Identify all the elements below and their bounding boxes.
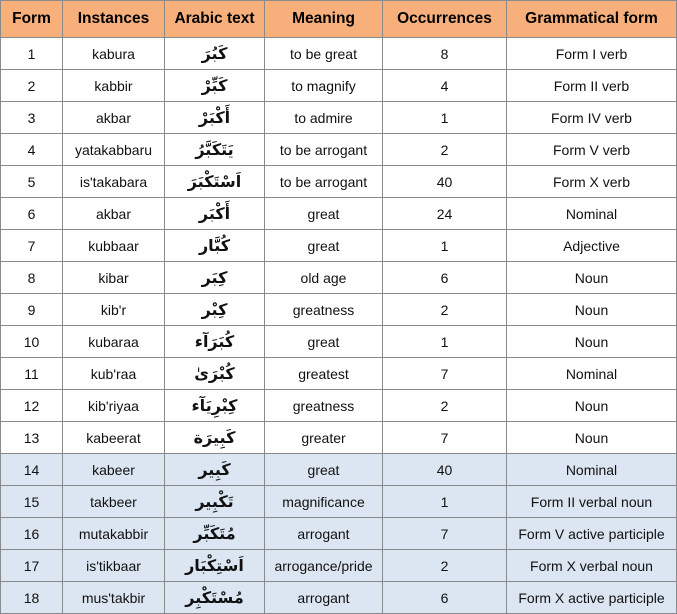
cell-grammatical-form: Form X verb [507, 166, 677, 198]
cell-meaning: to admire [265, 102, 383, 134]
cell-occurrences: 2 [383, 390, 507, 422]
cell-grammatical-form: Form X verbal noun [507, 550, 677, 582]
cell-grammatical-form: Form II verb [507, 70, 677, 102]
cell-arabic-text: كُبَّار [165, 230, 265, 262]
cell-instance: yatakabbaru [63, 134, 165, 166]
cell-arabic-text: كَبِيرَة [165, 422, 265, 454]
cell-meaning: arrogant [265, 582, 383, 614]
cell-meaning: to be arrogant [265, 166, 383, 198]
cell-meaning: great [265, 198, 383, 230]
cell-grammatical-form: Form IV verb [507, 102, 677, 134]
cell-form: 15 [1, 486, 63, 518]
cell-instance: kubbaar [63, 230, 165, 262]
cell-occurrences: 2 [383, 134, 507, 166]
cell-grammatical-form: Form X active participle [507, 582, 677, 614]
table-row [1, 294, 677, 326]
cell-form: 13 [1, 422, 63, 454]
header-grammatical-form: Grammatical form [507, 1, 677, 38]
cell-form: 18 [1, 582, 63, 614]
cell-occurrences: 1 [383, 230, 507, 262]
cell-meaning: to magnify [265, 70, 383, 102]
table-row [1, 518, 677, 550]
cell-arabic-text: تَكْبِير [165, 486, 265, 518]
table-header [1, 1, 677, 38]
cell-instance: takbeer [63, 486, 165, 518]
cell-form: 11 [1, 358, 63, 390]
cell-grammatical-form: Nominal [507, 454, 677, 486]
cell-grammatical-form: Noun [507, 294, 677, 326]
cell-form: 7 [1, 230, 63, 262]
cell-occurrences: 2 [383, 550, 507, 582]
cell-instance: is'tikbaar [63, 550, 165, 582]
table-row [1, 70, 677, 102]
cell-arabic-text: كِبْرِيَآء [165, 390, 265, 422]
cell-arabic-text: كَبِّرْ [165, 70, 265, 102]
cell-meaning: greater [265, 422, 383, 454]
cell-instance: is'takabara [63, 166, 165, 198]
cell-instance: kabeer [63, 454, 165, 486]
cell-arabic-text: كَبُرَ [165, 38, 265, 70]
cell-grammatical-form: Form II verbal noun [507, 486, 677, 518]
cell-arabic-text: مُسْتَكْبِر [165, 582, 265, 614]
header-meaning: Meaning [265, 1, 383, 38]
cell-form: 9 [1, 294, 63, 326]
table-row [1, 486, 677, 518]
cell-instance: mutakabbir [63, 518, 165, 550]
table-row [1, 38, 677, 70]
cell-arabic-text: كُبَرَآء [165, 326, 265, 358]
cell-arabic-text: كِبْر [165, 294, 265, 326]
cell-meaning: great [265, 326, 383, 358]
header-row [1, 1, 677, 38]
cell-meaning: arrogance/pride [265, 550, 383, 582]
cell-arabic-text: مُتَكَبِّر [165, 518, 265, 550]
table-row [1, 102, 677, 134]
table-row [1, 582, 677, 614]
cell-arabic-text: كِبَر [165, 262, 265, 294]
cell-form: 2 [1, 70, 63, 102]
cell-occurrences: 4 [383, 70, 507, 102]
cell-instance: kabbir [63, 70, 165, 102]
cell-meaning: arrogant [265, 518, 383, 550]
cell-occurrences: 7 [383, 422, 507, 454]
table-row [1, 134, 677, 166]
table-row [1, 550, 677, 582]
cell-arabic-text: أَكْبَر [165, 198, 265, 230]
table-row [1, 326, 677, 358]
cell-form: 16 [1, 518, 63, 550]
cell-occurrences: 1 [383, 486, 507, 518]
cell-arabic-text: أَكْبَرْ [165, 102, 265, 134]
cell-form: 4 [1, 134, 63, 166]
cell-arabic-text: اَسْتَكْبَرَ [165, 166, 265, 198]
cell-form: 3 [1, 102, 63, 134]
cell-form: 1 [1, 38, 63, 70]
cell-occurrences: 8 [383, 38, 507, 70]
cell-meaning: great [265, 454, 383, 486]
table-row [1, 198, 677, 230]
cell-occurrences: 7 [383, 518, 507, 550]
cell-occurrences: 1 [383, 326, 507, 358]
cell-occurrences: 6 [383, 262, 507, 294]
table-row [1, 358, 677, 390]
cell-grammatical-form: Noun [507, 262, 677, 294]
table-row [1, 230, 677, 262]
cell-form: 5 [1, 166, 63, 198]
header-arabic-text: Arabic text [165, 1, 265, 38]
cell-occurrences: 2 [383, 294, 507, 326]
cell-meaning: greatest [265, 358, 383, 390]
cell-arabic-text: كُبْرَىٰ [165, 358, 265, 390]
cell-instance: kubaraa [63, 326, 165, 358]
table-row [1, 454, 677, 486]
cell-instance: kib'riyaa [63, 390, 165, 422]
cell-form: 10 [1, 326, 63, 358]
cell-grammatical-form: Form V verb [507, 134, 677, 166]
cell-grammatical-form: Noun [507, 326, 677, 358]
table-row [1, 422, 677, 454]
cell-form: 6 [1, 198, 63, 230]
cell-instance: kibar [63, 262, 165, 294]
cell-instance: kub'raa [63, 358, 165, 390]
cell-form: 12 [1, 390, 63, 422]
cell-instance: kib'r [63, 294, 165, 326]
table-row [1, 390, 677, 422]
cell-meaning: magnificance [265, 486, 383, 518]
cell-instance: kabura [63, 38, 165, 70]
cell-instance: kabeerat [63, 422, 165, 454]
cell-meaning: greatness [265, 390, 383, 422]
cell-meaning: to be great [265, 38, 383, 70]
cell-form: 14 [1, 454, 63, 486]
cell-grammatical-form: Nominal [507, 198, 677, 230]
cell-form: 17 [1, 550, 63, 582]
cell-meaning: great [265, 230, 383, 262]
cell-arabic-text: يَتَكَبَّرُ [165, 134, 265, 166]
cell-grammatical-form: Form I verb [507, 38, 677, 70]
cell-arabic-text: اَسْتِكْبَار [165, 550, 265, 582]
cell-grammatical-form: Nominal [507, 358, 677, 390]
cell-meaning: greatness [265, 294, 383, 326]
cell-meaning: to be arrogant [265, 134, 383, 166]
cell-form: 8 [1, 262, 63, 294]
cell-instance: akbar [63, 102, 165, 134]
header-form: Form [1, 1, 63, 38]
cell-occurrences: 1 [383, 102, 507, 134]
table-row [1, 166, 677, 198]
table-row [1, 262, 677, 294]
cell-occurrences: 24 [383, 198, 507, 230]
cell-occurrences: 6 [383, 582, 507, 614]
header-instances: Instances [63, 1, 165, 38]
header-occurrences: Occurrences [383, 1, 507, 38]
cell-occurrences: 40 [383, 454, 507, 486]
cell-occurrences: 40 [383, 166, 507, 198]
cell-grammatical-form: Adjective [507, 230, 677, 262]
cell-grammatical-form: Noun [507, 422, 677, 454]
table-body [1, 38, 677, 614]
cell-meaning: old age [265, 262, 383, 294]
cell-grammatical-form: Noun [507, 390, 677, 422]
cell-instance: mus'takbir [63, 582, 165, 614]
cell-arabic-text: كَبِير [165, 454, 265, 486]
cell-grammatical-form: Form V active participle [507, 518, 677, 550]
cell-occurrences: 7 [383, 358, 507, 390]
cell-instance: akbar [63, 198, 165, 230]
